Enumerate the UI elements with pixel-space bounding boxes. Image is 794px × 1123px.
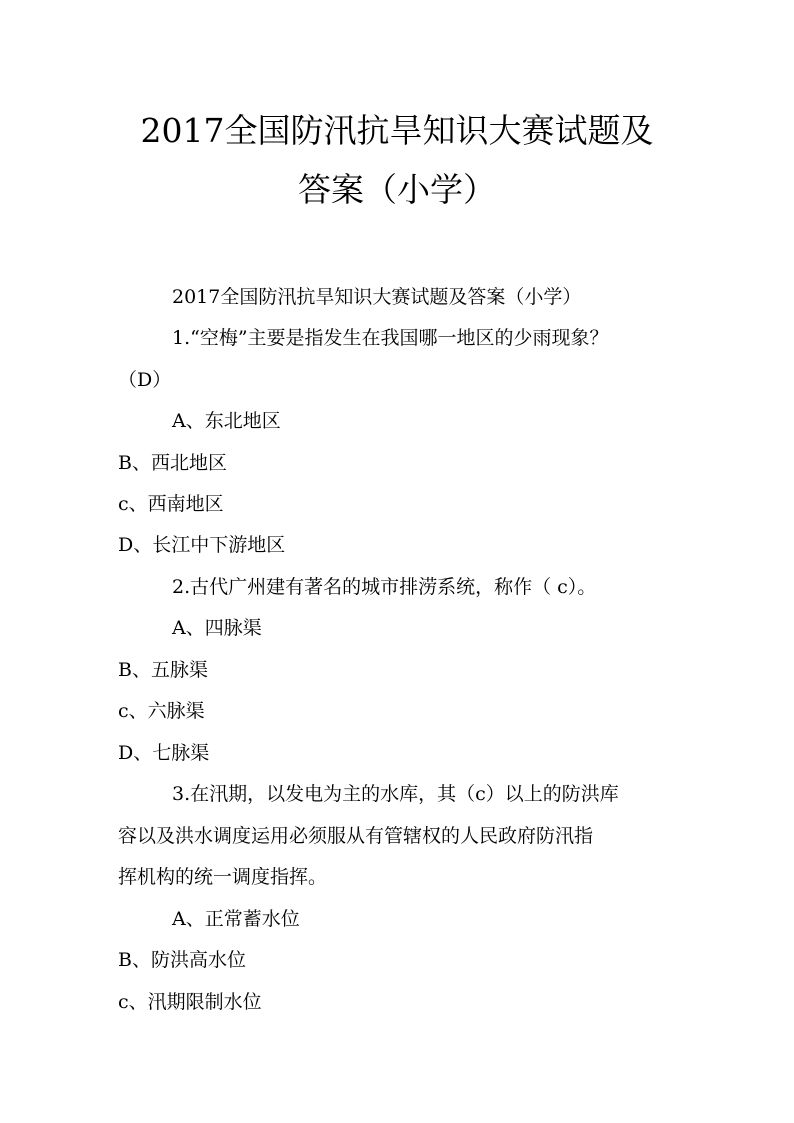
document-subtitle: 2017全国防汛抗旱知识大赛试题及答案（小学）	[172, 286, 582, 308]
question-3-option-a: A、正常蓄水位	[172, 908, 300, 930]
question-3-option-b: B、防洪高水位	[118, 949, 246, 971]
question-2-stem-line-1: 2.古代广州建有著名的城市排涝系统，称作（ c）。	[172, 576, 597, 598]
question-1-option-d: D、长江中下游地区	[118, 534, 286, 556]
question-1-option-a: A、东北地区	[172, 410, 281, 432]
question-3-option-c: c、汛期限制水位	[118, 991, 262, 1013]
question-1-option-c: c、西南地区	[118, 493, 224, 515]
question-2-option-a: A、四脉渠	[172, 617, 262, 639]
question-2-option-b: B、五脉渠	[118, 659, 208, 681]
question-3-stem-line-3: 挥机构的统一调度指挥。	[118, 866, 328, 888]
question-2-option-d: D、七脉渠	[118, 742, 210, 764]
question-1-stem-line-1: 1.“空梅”主要是指发生在我国哪一地区的少雨现象？	[172, 327, 609, 349]
document-title-line-2: 答案（小学）	[298, 170, 496, 209]
document-title-line-1: 2017全国防汛抗旱知识大赛试题及	[140, 111, 654, 150]
question-1-option-b: B、西北地区	[118, 452, 227, 474]
question-3-stem-line-1: 3.在汛期，以发电为主的水库，其（c）以上的防洪库	[172, 783, 619, 805]
question-3-stem-line-2: 容以及洪水调度运用必须服从有管辖权的人民政府防汛指	[118, 825, 594, 847]
question-1-stem-line-2: （D）	[118, 369, 172, 391]
question-2-option-c: c、六脉渠	[118, 700, 205, 722]
